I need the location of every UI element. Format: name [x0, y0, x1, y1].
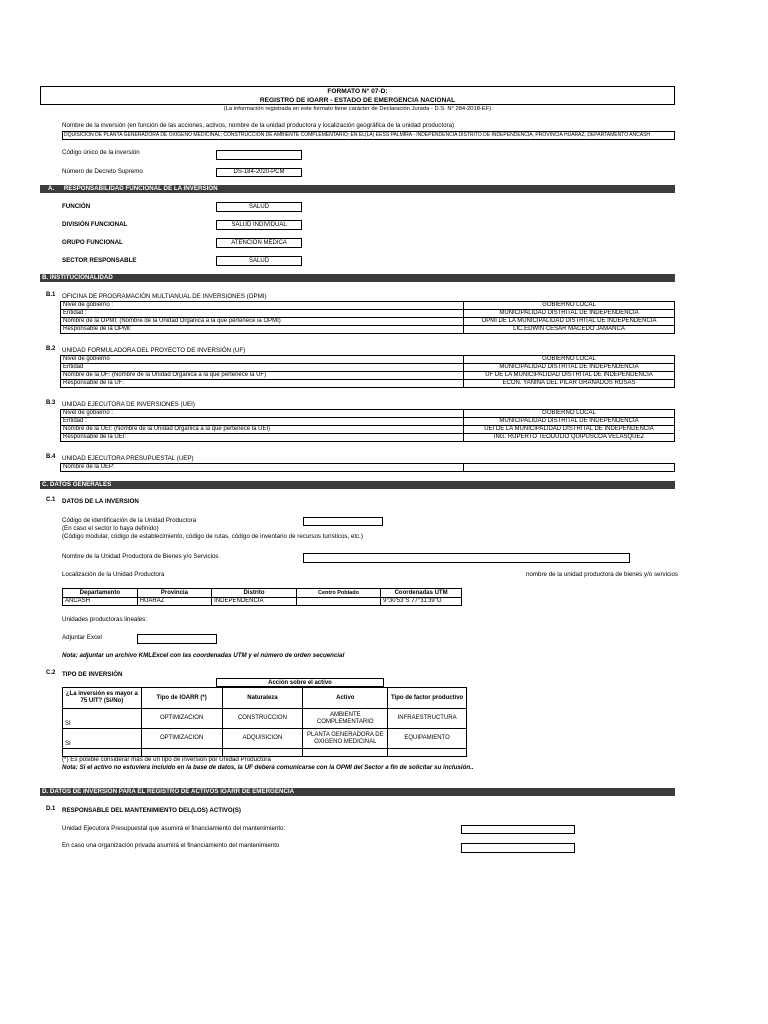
section-a-bar: [40, 185, 675, 193]
up-name-field[interactable]: [303, 553, 630, 563]
location-table: [62, 588, 462, 606]
b3-row-value[interactable]: GOBIERNO LOCAL: [464, 410, 675, 418]
table-row: [61, 464, 675, 472]
type-row2-factor[interactable]: EQUIPAMIENTO: [388, 729, 467, 749]
function-label-3: SECTOR RESPONSABLE: [62, 257, 137, 264]
b1-title: OFICINA DE PROGRAMACIÓN MULTIANUAL DE INVERSIONES (OPMI): [62, 293, 267, 300]
b3-table: [60, 409, 675, 442]
loc-coordenadas[interactable]: 9°30'53"S 77°31'39"O: [381, 598, 462, 606]
b4-row-label: Nombre de la UEP:: [61, 464, 464, 472]
function-value-3[interactable]: SALUD: [216, 256, 302, 266]
b3-row-label: Entidad :: [61, 418, 464, 426]
linear-units-label: Unidades productoras lineales:: [62, 616, 147, 623]
loc-provincia[interactable]: HUARAZ: [137, 598, 212, 606]
table-row: [61, 380, 675, 388]
kml-note: Nota: adjuntar un archivo KMLExcel con las coordenadas UTM y el número de orden secuencial: [62, 652, 345, 659]
type-header-naturaleza: Naturaleza: [222, 688, 303, 709]
decree-field[interactable]: DS-184-2020-PCM: [216, 168, 302, 177]
loc-centro-poblado[interactable]: [296, 598, 380, 606]
function-label-0: FUNCIÓN: [62, 203, 91, 210]
b2-row-value[interactable]: ECON. YANINA DEL PILAR GRANADOS ROSAS: [464, 380, 675, 388]
maintenance-uep-label: Unidad Ejecutora Presupuestal que asumirá el financiamiento del mantenimiento:: [62, 825, 286, 832]
b2-row-value[interactable]: MUNICIPALIDAD DISTRITAL DE INDEPENDENCIA: [464, 364, 675, 372]
b1-row-label: Responsable de la OPMI:: [61, 326, 464, 334]
function-value-0[interactable]: SALUD: [216, 202, 302, 212]
b1-row-value[interactable]: LIC.EDWIN CESAR MACEDO JAMANCA: [464, 326, 675, 334]
section-d-bar: D. DATOS DE INVERSION PARA EL REGISTRO DE ACTIVOS IOARR DE EMERGENCIA: [40, 788, 675, 796]
table-row: [61, 426, 675, 434]
b3-row-value[interactable]: UEI DE LA MUNICIPALIDAD DISTRITAL DE INDEPENDENCIA: [464, 426, 675, 434]
table-row: [61, 356, 675, 364]
asset-action-header: Acción sobre el activo: [216, 678, 384, 687]
b4-title: UNIDAD EJECUTORA PRESUPUESTAL (UEP): [62, 455, 194, 462]
b3-number: B.3: [46, 400, 56, 406]
type-header-activo: Activo: [303, 688, 388, 709]
b2-table: [60, 355, 675, 388]
loc-distrito[interactable]: INDEPENDENCIA: [212, 598, 297, 606]
loc-header-departamento: Departamento: [63, 589, 138, 598]
b1-row-label: Entidad :: [61, 310, 464, 318]
investment-type-note: (*) Es posible considerar más de un tipo de inversión por Unidad Productora: [62, 756, 271, 763]
loc-departamento[interactable]: ANCASH: [63, 598, 138, 606]
type-row1-activo[interactable]: AMBIENTE COMPLEMENTARIO: [303, 709, 388, 729]
type-header-mayor-75uit: ¿La inversión es mayor a 75 UIT? (Si/No): [63, 688, 142, 709]
b3-row-label: Responsable de la UEI:: [61, 434, 464, 442]
type-row3-activo[interactable]: [303, 749, 388, 757]
table-row: [61, 372, 675, 380]
b2-row-value[interactable]: GOBIERNO LOCAL: [464, 356, 675, 364]
type-row3-factor[interactable]: [388, 749, 467, 757]
up-code-line-1: Código de identificación de la Unidad Productora: [62, 517, 197, 524]
section-b-bar: B. INSTITUCIONALIDAD: [40, 274, 675, 282]
location-label: Localización de la Unidad Productora: [62, 571, 165, 578]
function-value-2[interactable]: ATENCION MEDICA: [216, 238, 302, 248]
asset-inclusion-note: Nota: Si el activo no estuviera incluido en la base de datos, la UF deberá comunicarse con la OPMI del Sector a fin de solicitar su inclusión..: [62, 764, 474, 771]
b4-row-value[interactable]: [464, 464, 675, 472]
table-row: [61, 310, 675, 318]
section-c-bar: C. DATOS GENERALES: [40, 481, 675, 489]
table-row: [61, 318, 675, 326]
c1-title: DATOS DE LA INVERSION: [62, 498, 139, 505]
c2-number: C.2: [46, 670, 56, 676]
c2-title: TIPO DE INVERSIÓN: [62, 671, 123, 678]
b2-title: UNIDAD FORMULADORA DEL PROYECTO DE INVERSIÓN (UF): [62, 347, 246, 354]
table-row: [61, 302, 675, 310]
type-row2-naturaleza[interactable]: ADQUISICION: [222, 729, 303, 749]
b2-row-value[interactable]: UF DE LA MUNICIPALIDAD DISTRITAL DE INDEPENDENCIA: [464, 372, 675, 380]
c1-number: C.1: [46, 497, 56, 503]
b1-row-label: Nivel de gobierno :: [61, 302, 464, 310]
up-name-hint: nombre de la unidad productora de bienes y/o servicios: [526, 571, 679, 578]
type-row1-naturaleza[interactable]: CONSTRUCCION: [222, 709, 303, 729]
investment-type-table: [62, 687, 467, 757]
d1-number: D.1: [46, 806, 56, 812]
b1-row-value[interactable]: GOBIERNO LOCAL: [464, 302, 675, 310]
table-row: [61, 434, 675, 442]
up-code-line-3: (Código modular, código de establecimiento, código de rutas, código de inventario de recursos turísticos, etc.): [62, 533, 363, 540]
loc-header-coordenadas: Coordenadas UTM: [381, 589, 462, 598]
type-row2-mayor[interactable]: SI: [63, 729, 142, 749]
b4-table: [60, 463, 675, 472]
unique-code-label: Código único de la inversión: [62, 149, 140, 156]
b1-table: [60, 301, 675, 334]
b2-row-label: Responsable de la UF:: [61, 380, 464, 388]
b3-row-value[interactable]: ING. RUPERTO TEODULIO QUIPUSCOA VELASQUEZ: [464, 434, 675, 442]
page-title: REGISTRO DE IOARR - ESTADO DE EMERGENCIA NACIONAL: [259, 97, 456, 104]
b3-row-value[interactable]: MUNICIPALIDAD DISTRITAL DE INDEPENDENCIA: [464, 418, 675, 426]
formato-number: FORMATO N° 07-D:: [327, 88, 388, 95]
b1-number: B.1: [46, 292, 56, 298]
b3-row-label: Nombre de la UEI: (Nombre de la Unidad Orgánica a la que pertenece la UEI): [61, 426, 464, 434]
type-header-tipo-ioarr: Tipo de IOARR (*): [141, 688, 222, 709]
section-a-letter: A.: [48, 185, 55, 192]
header-box: [40, 86, 675, 105]
investment-name-field[interactable]: DQUISICION DE PLANTA GENERADORA DE OXIGENO MEDICINAL; CONSTRUCCION DE AMBIENTE COMPLEMENTARIO; EN EL(LA) EESS PALMIRA - INDEPENDENCIA DISTRITO DE INDEPENDENCIA, PROVINCIA HUARAZ, DEPARTAMENTO ANCASH: [62, 131, 675, 140]
investment-name-label: Nombre de la inversión (en función de las acciones, activos, nombre de la unidad productora y localización geográfica de la unidad productora): [62, 122, 455, 129]
type-row1-factor[interactable]: INFRAESTRUCTURA: [388, 709, 467, 729]
b3-title: UNIDAD EJECUTORA DE INVERSIONES (UEI): [62, 401, 195, 408]
loc-header-centro-poblado: Centro Poblado: [296, 589, 380, 598]
b2-row-label: Nivel de gobierno: [61, 356, 464, 364]
table-row: [61, 410, 675, 418]
b4-number: B.4: [46, 454, 56, 460]
up-name-label: Nombre de la Unidad Productora de Bienes y/o Servicios: [62, 553, 219, 560]
maintenance-private-label: En caso una organización privada asumirá el financiamiento del mantenimiento: [62, 842, 280, 849]
table-row: [61, 364, 675, 372]
maintenance-private-field[interactable]: [461, 843, 575, 853]
loc-header-distrito: Distrito: [212, 589, 297, 598]
b2-number: B.2: [46, 346, 56, 352]
type-row2-activo[interactable]: PLANTA GENERADORA DE OXIGENO MEDICINAL: [303, 729, 388, 749]
function-label-2: GRUPO FUNCIONAL: [62, 239, 123, 246]
type-row2-tipo[interactable]: OPTIMIZACION: [141, 729, 222, 749]
b1-row-value[interactable]: OPMI DE LA MUNICIPALIDAD DISTRITAL DE INDEPENDENCIA: [464, 318, 675, 326]
type-row1-tipo[interactable]: OPTIMIZACION: [141, 709, 222, 729]
b2-row-label: Entidad: [61, 364, 464, 372]
section-a-title: RESPONSABILIDAD FUNCIONAL DE LA INVERSION: [63, 185, 218, 192]
loc-header-provincia: Provincia: [137, 589, 212, 598]
function-value-1[interactable]: SALUD INDIVIDUAL: [216, 220, 302, 230]
table-row: [61, 326, 675, 334]
b3-row-label: Nivel de gobierno :: [61, 410, 464, 418]
type-row1-mayor[interactable]: SI: [63, 709, 142, 729]
header-note: (La información registrada en este formato tiene carácter de Declaración Jurada - D.S. N° 284-2018-EF): [223, 106, 492, 112]
table-row: [61, 418, 675, 426]
up-code-field[interactable]: [303, 517, 383, 526]
d1-title: RESPONSABLE DEL MANTENIMIENTO DEL(LOS) ACTIVO(S): [62, 807, 241, 814]
function-label-1: DIVISIÓN FUNCIONAL: [62, 221, 128, 228]
type-header-factor: Tipo de factor productivo: [388, 688, 467, 709]
up-code-line-2: (En caso el sector lo haya definido): [62, 525, 159, 532]
attach-excel-field[interactable]: [137, 634, 217, 644]
maintenance-uep-field[interactable]: [461, 825, 575, 834]
attach-excel-label: Adjuntar Excel: [62, 634, 102, 641]
b1-row-label: Nombre de la OPMI: (Nombre de la Unidad Orgánica a la que pertenece la OPMI): [61, 318, 464, 326]
b1-row-value[interactable]: MUNICIPALIDAD DISTRITAL DE INDEPENDENCIA: [464, 310, 675, 318]
unique-code-field[interactable]: [216, 150, 302, 160]
decree-label: Número de Decreto Supremo: [62, 168, 143, 175]
b2-row-label: Nombre de la UF: (Nombre de la Unidad Orgánica a la que pertenece la UF): [61, 372, 464, 380]
